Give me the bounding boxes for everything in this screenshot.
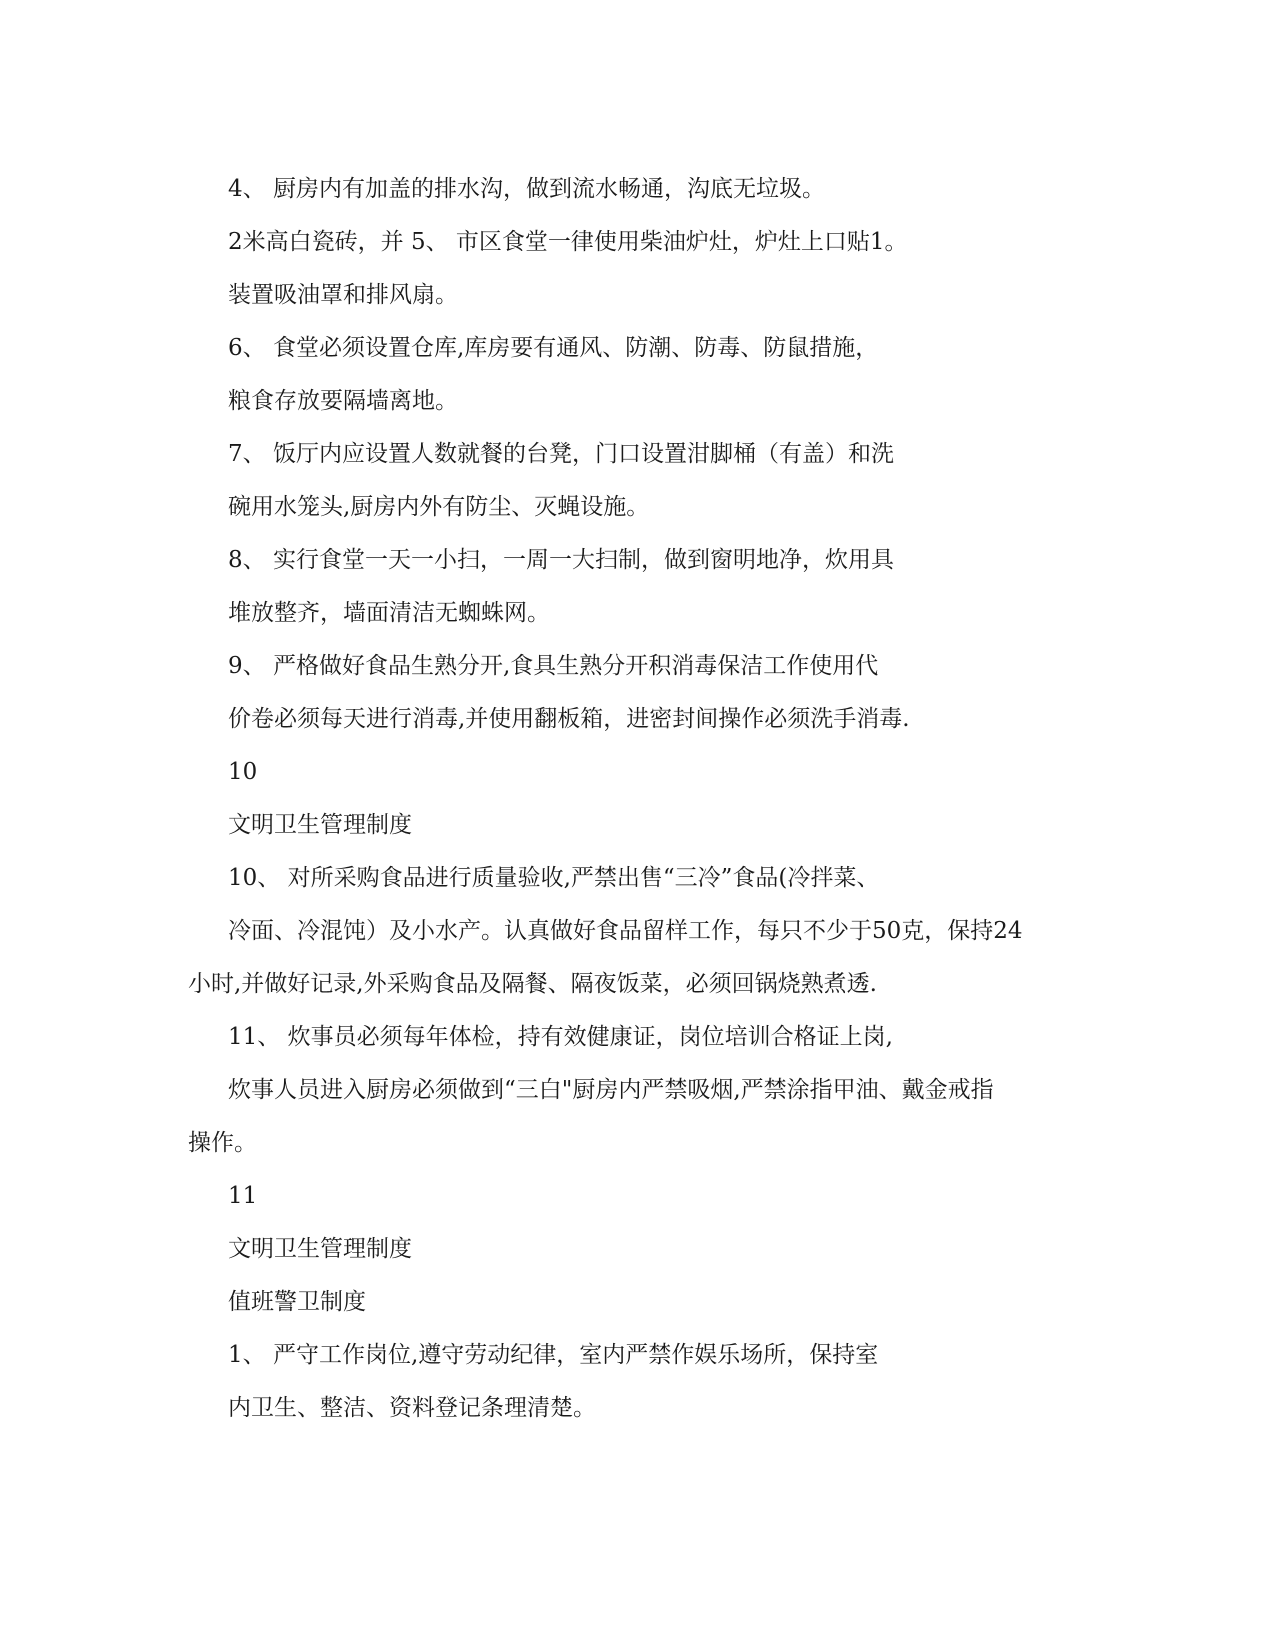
text-line: 9、 严格做好食品生熟分开,食具生熟分开积消毒保洁工作使用代 (228, 653, 879, 679)
text-line: 小时,并做好记录,外采购食品及隔餐、隔夜饭菜，必须回锅烧熟煮透. (188, 971, 877, 997)
page-number: 10 (228, 759, 258, 785)
text-line: 7、 饭厅内应设置人数就餐的台凳，门口设置泔脚桶（有盖）和洗 (228, 441, 894, 467)
text-line: 粮食存放要隔墙离地。 (228, 388, 458, 414)
section-heading: 文明卫生管理制度 (228, 812, 412, 838)
text-line: 11、 炊事员必须每年体检，持有效健康证，岗位培训合格证上岗, (228, 1024, 893, 1050)
text-line: 2米高白瓷砖，并 5、 市区食堂一律使用柴油炉灶，炉灶上口贴1。 (228, 229, 908, 255)
text-line: 6、 食堂必须设置仓库,库房要有通风、防潮、防毒、防鼠措施， (228, 335, 879, 361)
text-line: 内卫生、整洁、资料登记条理清楚。 (228, 1395, 596, 1421)
text-line: 冷面、冷混饨）及小水产。认真做好食品留样工作，每只不少于50克，保持24 (228, 918, 1023, 944)
section-heading: 值班警卫制度 (228, 1289, 366, 1315)
text-line: 碗用水笼头,厨房内外有防尘、灭蝇设施。 (228, 494, 650, 520)
text-line: 操作。 (188, 1130, 257, 1156)
text-line: 4、 厨房内有加盖的排水沟，做到流水畅通，沟底无垃圾。 (228, 176, 825, 202)
text-line: 价卷必须每天进行消毒,并使用翻板箱，进密封间操作必须洗手消毒. (228, 706, 910, 732)
text-line: 1、 严守工作岗位,遵守劳动纪律，室内严禁作娱乐场所，保持室 (228, 1342, 879, 1368)
text-line: 堆放整齐，墙面清洁无蜘蛛网。 (228, 600, 550, 626)
text-line: 8、 实行食堂一天一小扫，一周一大扫制，做到窗明地净，炊用具 (228, 547, 894, 573)
text-line: 10、 对所采购食品进行质量验收,严禁出售“三冷”食品(冷拌菜、 (228, 865, 880, 891)
text-line: 装置吸油罩和排风扇。 (228, 282, 458, 308)
text-line: 炊事人员进入厨房必须做到“三白"厨房内严禁吸烟,严禁涂指甲油、戴金戒指 (228, 1077, 994, 1103)
section-heading: 文明卫生管理制度 (228, 1236, 412, 1262)
page-number: 11 (228, 1183, 258, 1209)
